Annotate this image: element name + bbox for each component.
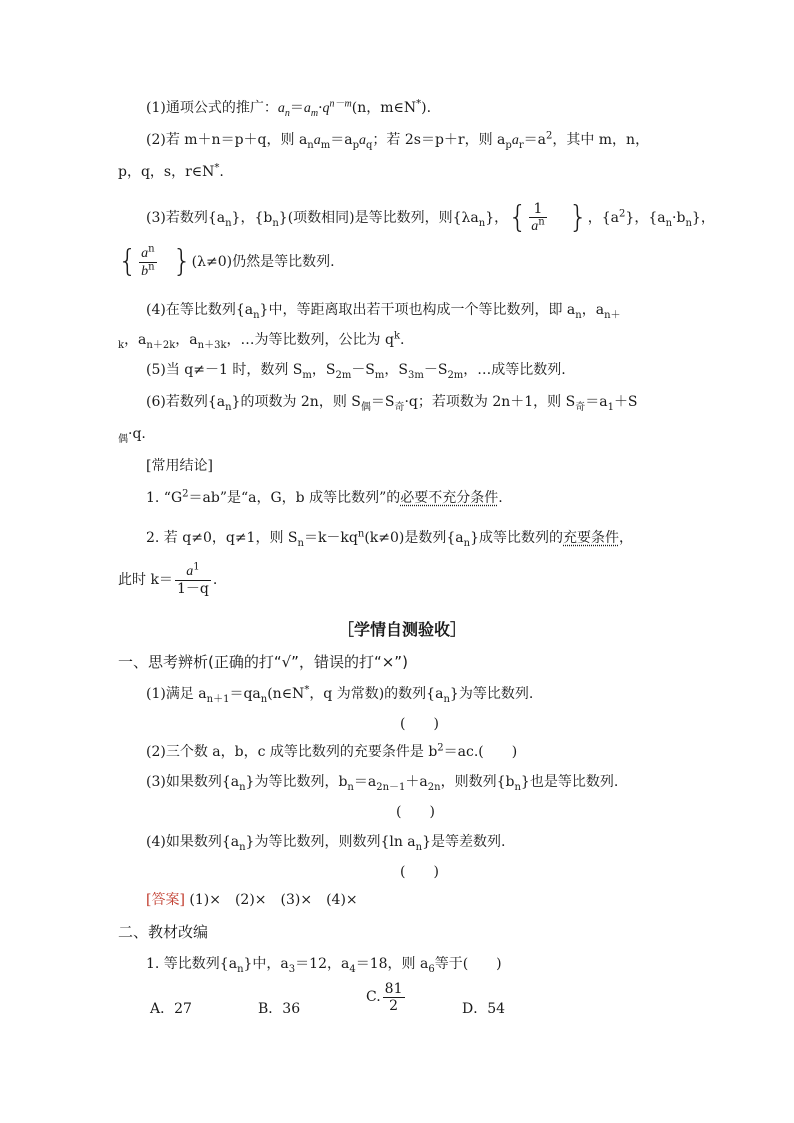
property-4-cont: $_k$，$a_{n+2k}$，$a_{n+3k}$，…为等比数列，公比为 $q^k$. — [118, 330, 405, 351]
property-1: (1)通项公式的推广：$a_n=a_m\cdot q^{n-m}(n$，m∈N*). — [146, 98, 432, 119]
property-2-cont: p，q，s，r∈N*. — [118, 162, 224, 180]
option-c[interactable]: C. $\frac{81}{2}$ — [366, 980, 403, 1014]
fraction-a1-over-1-minus-q: $\frac{a^1}{1-q}$ — [176, 561, 209, 597]
answer-text: (1)× (2)× (3)× (4)× — [184, 892, 358, 908]
section-title: ［学情自测验收］ — [338, 620, 467, 639]
judge-question-3: (3)如果数列$\{a_n\}$为等比数列，$b_n=a_{2n-1}+a_{2n}$，则数列$\{b_n\}$也是等比数列. — [146, 774, 619, 793]
left-brace: { — [118, 244, 138, 279]
judge-question-2: (2)三个数 a，b，c 成等比数列的充要条件是 $b^2=ac$.( ) — [146, 742, 518, 760]
option-b[interactable]: B．36 — [258, 1001, 301, 1017]
judge-answer-blank-4[interactable]: ( ) — [400, 864, 439, 880]
right-brace: } — [568, 200, 588, 235]
property-6: (6)若数列$\{a_n\}$的项数为 2n，则 $S_偶=S_奇\cdot q$；若项数为 2n＋1，则 $S_奇=a_1+S$ — [146, 394, 638, 413]
property-4: (4)在等比数列$\{a_n\}$中，等距离取出若干项也构成一个等比数列，即 $a_n$，$a_{n+}$ — [146, 302, 621, 321]
answer-label: [答案] — [146, 892, 185, 908]
right-brace: } — [172, 244, 192, 279]
judge-question-4: (4)如果数列$\{a_n\}$为等比数列，则数列{ln $a_n$}是等差数列. — [146, 834, 506, 853]
conclusions-heading: [常用结论] — [146, 458, 213, 474]
property-2: (2)若 m＋n＝p＋q，则 $a_na_m=a_pa_q$；若 2s＝p＋r，则 $a_pa_r=a^2$，其中 m，n， — [146, 130, 650, 151]
conclusion-1: 1. “$G^2=ab$”是“a，G，b 成等比数列”的必要不充分条件. — [146, 488, 503, 506]
part1-heading: 一、思考辨析(正确的打“√”，错误的打“×”) — [118, 653, 408, 671]
judge-answer-blank-3[interactable]: ( ) — [396, 804, 435, 820]
property-3: (3)若数列$\{a_n\}$，$\{b_n\}$(项数相同)是等比数列，则$\{\lambda a_n\}$，{ $\frac{1}{a^n}$ }，$\{a^2\}$，$\{a_n\cdot b_n\}$， — [146, 200, 715, 235]
property-5: (5)当 q≠－1 时，数列 $S_m$，$S_{2m}-S_m$，$S_{3m}-S_{2m}$，…成等比数列. — [146, 362, 566, 381]
conclusion-2: 2. 若 q≠0，q≠1，则 $S_n=k-kq^n(k\ne 0)$是数列$\{a_n\}$成等比数列的充要条件， — [146, 528, 634, 549]
judge-question-1: (1)满足 $a_{n+1}=qa_n(n\in N^*$，q 为常数)的数列$\{a_n\}$为等比数列. — [146, 684, 534, 705]
part2-heading: 二、教材改编 — [118, 923, 209, 941]
property-6-cont: $_偶$·q. — [118, 426, 146, 445]
fraction-1-over-an: $\frac{1}{a^n}$ — [531, 201, 545, 234]
fraction-an-over-bn: $\frac{a^n}{b^n}$ — [141, 242, 155, 279]
conclusion-2-cont: 此时 k＝ $\frac{a^1}{1-q}$ . — [118, 561, 218, 597]
fraction-81-over-2: $\frac{81}{2}$ — [384, 980, 403, 1014]
property-3-cont: { $\frac{a^n}{b^n}$ }(λ≠0)仍然是等比数列. — [118, 242, 335, 279]
left-brace: { — [508, 200, 528, 235]
answer-line — [146, 890, 358, 910]
judge-answer-blank-1[interactable]: ( ) — [400, 716, 439, 732]
option-a[interactable]: A．27 — [150, 1001, 192, 1017]
option-d[interactable]: D．54 — [462, 1001, 506, 1017]
textbook-question-1: 1. 等比数列$\{a_n\}$中，$a_3=12$，$a_4=18$，则 $a_6$等于( ) — [146, 956, 502, 975]
